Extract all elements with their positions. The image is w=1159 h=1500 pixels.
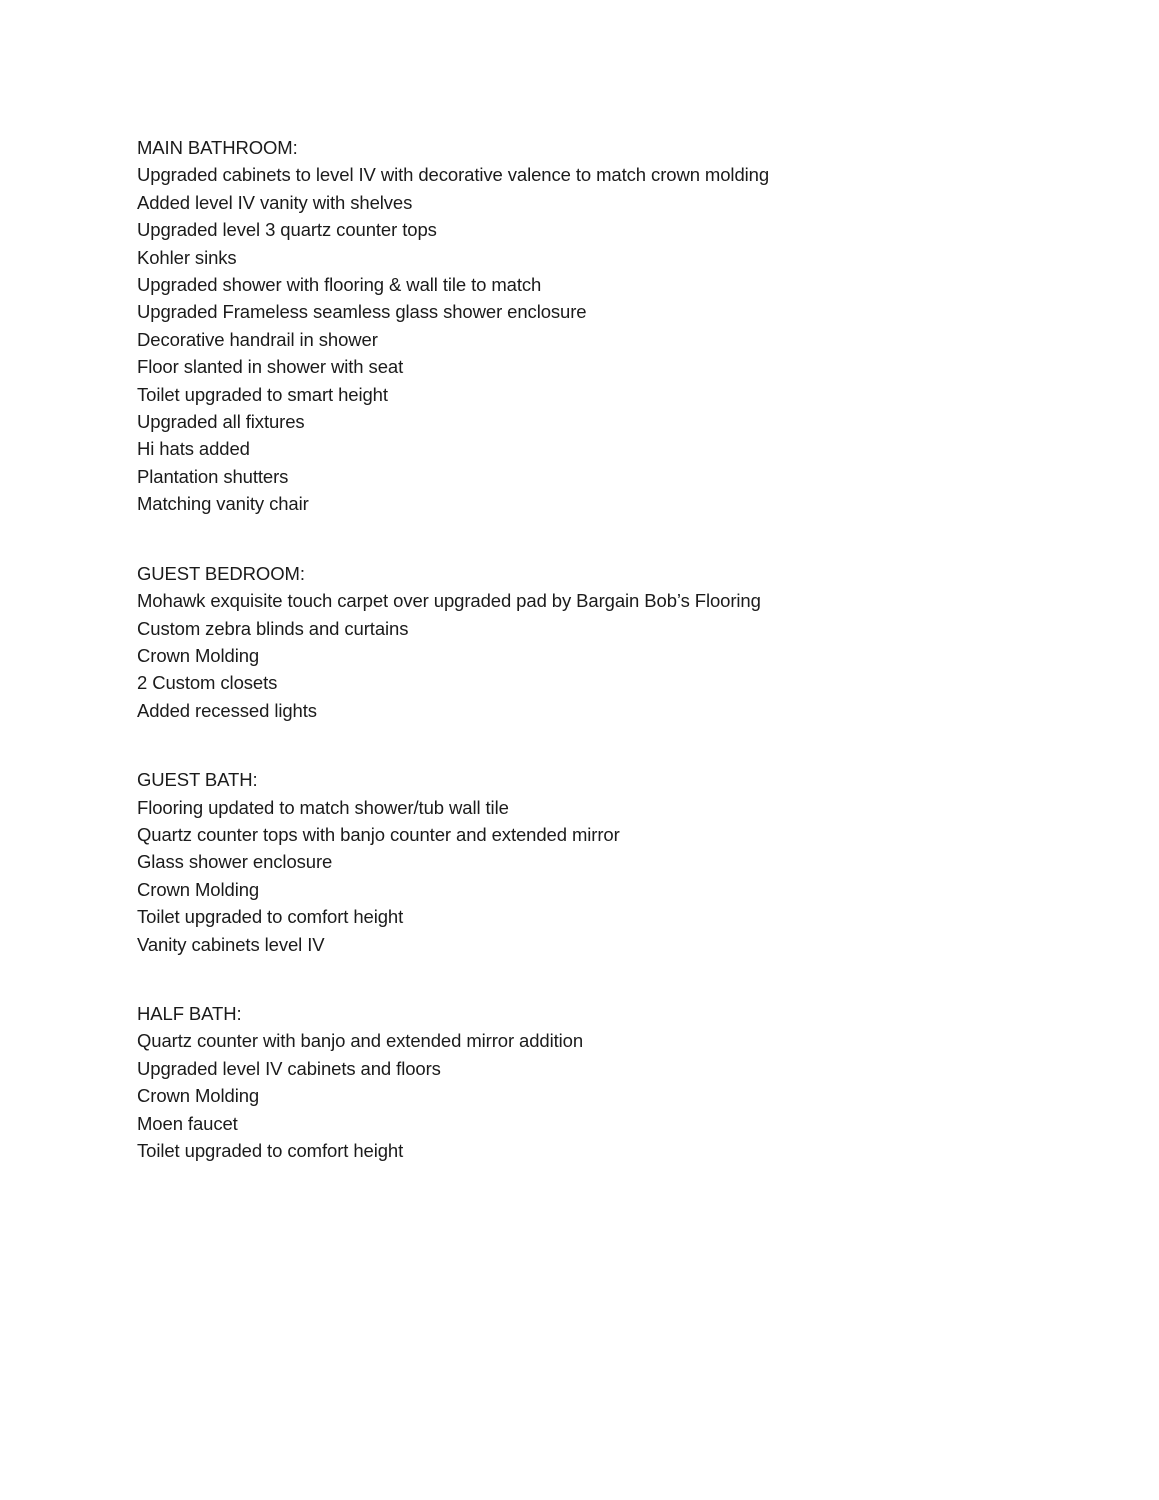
list-item: Plantation shutters	[137, 465, 289, 487]
list-item: Floor slanted in shower with seat	[137, 356, 404, 378]
document-section	[137, 560, 1059, 724]
document-section	[137, 134, 1059, 518]
list-item: Decorative handrail in shower	[137, 328, 378, 350]
list-item: Custom zebra blinds and curtains	[137, 617, 409, 639]
list-item: Crown Molding	[137, 644, 260, 666]
list-item: Glass shower enclosure	[137, 851, 333, 873]
list-item: Upgraded level IV cabinets and floors	[137, 1057, 441, 1079]
list-item: Upgraded all fixtures	[137, 411, 305, 433]
list-item: Added level IV vanity with shelves	[137, 191, 413, 213]
list-item: Crown Molding	[137, 1085, 260, 1107]
list-item: Moen faucet	[137, 1112, 238, 1134]
list-item: Quartz counter with banjo and extended mirror addition	[137, 1030, 584, 1052]
list-item: Toilet upgraded to comfort height	[137, 1140, 404, 1161]
list-item: Flooring updated to match shower/tub wall tile	[137, 796, 509, 818]
section-heading: GUEST BATH:	[137, 769, 258, 791]
list-item: Crown Molding	[137, 878, 260, 900]
list-item: Toilet upgraded to comfort height	[137, 906, 404, 928]
section-heading: HALF BATH:	[137, 1002, 242, 1024]
list-item: Added recessed lights	[137, 699, 317, 721]
document-section	[137, 1000, 1059, 1164]
list-item: 2 Custom closets	[137, 672, 278, 694]
list-item: Hi hats added	[137, 438, 250, 460]
list-item: Vanity cabinets level IV	[137, 933, 325, 955]
list-item: Upgraded cabinets to level IV with decorative valence to match crown molding	[137, 164, 770, 186]
list-item: Upgraded shower with flooring & wall tile to match	[137, 274, 542, 296]
list-item: Matching vanity chair	[137, 493, 309, 515]
list-item: Kohler sinks	[137, 246, 237, 268]
list-item: Quartz counter tops with banjo counter and extended mirror	[137, 823, 620, 845]
document-section	[137, 766, 1059, 958]
section-heading: MAIN BATHROOM:	[137, 137, 298, 158]
list-item: Upgraded Frameless seamless glass shower enclosure	[137, 301, 587, 323]
section-heading: GUEST BEDROOM:	[137, 562, 305, 584]
document-body	[137, 134, 1059, 1164]
list-item: Upgraded level 3 quartz counter tops	[137, 219, 437, 241]
list-item: Mohawk exquisite touch carpet over upgraded pad by Bargain Bob’s Flooring	[137, 590, 761, 612]
list-item: Toilet upgraded to smart height	[137, 383, 388, 405]
